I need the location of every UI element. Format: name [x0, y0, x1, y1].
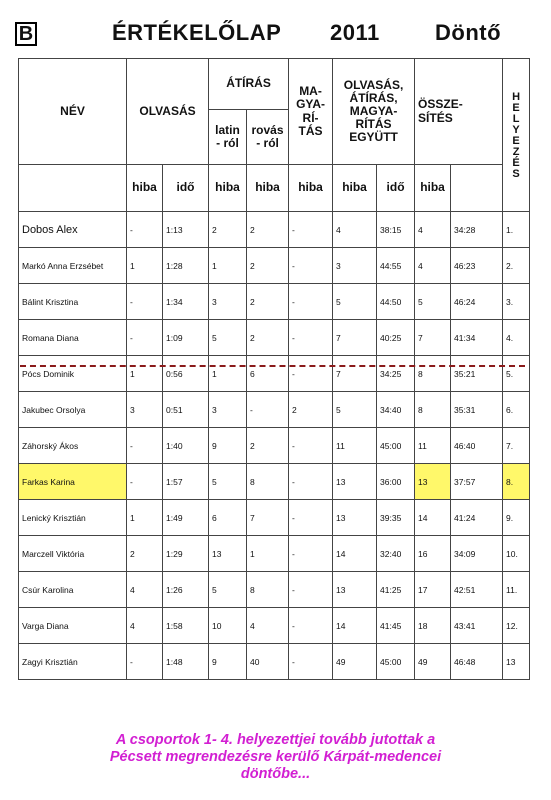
cell-s-err: 18	[415, 608, 451, 644]
cell-r-time: 0:51	[163, 392, 209, 428]
cell-r-err: -	[127, 644, 163, 680]
cell-rovas: 2	[247, 320, 289, 356]
cell-name: Romana Diana	[19, 320, 127, 356]
cell-r-err: 1	[127, 500, 163, 536]
cell-c-err: 13	[333, 572, 377, 608]
cell-c-time: 39:35	[377, 500, 415, 536]
cell-c-err: 14	[333, 536, 377, 572]
cell-c-err: 5	[333, 392, 377, 428]
cell-r-time: 1:09	[163, 320, 209, 356]
cell-rovas: -	[247, 392, 289, 428]
header-rovas-error: hiba	[247, 165, 289, 212]
cell-name: Farkas Karina	[19, 464, 127, 500]
cell-c-err: 4	[333, 212, 377, 248]
cell-s-time: 34:28	[451, 212, 503, 248]
cell-rank: 8.	[503, 464, 530, 500]
cell-s-err: 7	[415, 320, 451, 356]
table-row	[19, 644, 530, 680]
cell-s-err: 17	[415, 572, 451, 608]
cell-rank: 3.	[503, 284, 530, 320]
cell-latin: 13	[209, 536, 247, 572]
header-rovas: rovás - ról	[247, 110, 289, 165]
cell-magy: -	[289, 320, 333, 356]
cell-magy: -	[289, 572, 333, 608]
cell-rank: 4.	[503, 320, 530, 356]
cell-c-time: 44:55	[377, 248, 415, 284]
cell-rovas: 2	[247, 428, 289, 464]
cell-name: Dobos Alex	[19, 212, 127, 248]
cell-rank: 1.	[503, 212, 530, 248]
cell-rank: 6.	[503, 392, 530, 428]
header-explanation: MA- GYA- RÍ- TÁS	[289, 59, 333, 165]
cell-r-time: 1:28	[163, 248, 209, 284]
cell-rank: 9.	[503, 500, 530, 536]
table-row	[19, 536, 530, 572]
cell-name: Lenický Krisztián	[19, 500, 127, 536]
cell-c-err: 7	[333, 320, 377, 356]
table-row	[19, 608, 530, 644]
cell-r-time: 1:13	[163, 212, 209, 248]
header-combined-error: hiba	[333, 165, 377, 212]
cell-rovas: 7	[247, 500, 289, 536]
cell-rovas: 2	[247, 212, 289, 248]
header-combined-time: idő	[377, 165, 415, 212]
table-row	[19, 392, 530, 428]
header-reading-time: idő	[163, 165, 209, 212]
table-row	[19, 428, 530, 464]
cell-magy: 2	[289, 392, 333, 428]
cell-name: Záhorský Ákos	[19, 428, 127, 464]
cell-name: Pócs Dominik	[19, 356, 127, 392]
footer-line-2: Pécsett megrendezésre kerülő Kárpát-medencei	[109, 749, 442, 765]
cell-r-err: -	[127, 464, 163, 500]
cell-c-time: 36:00	[377, 464, 415, 500]
cell-s-err: 5	[415, 284, 451, 320]
cell-latin: 9	[209, 644, 247, 680]
cell-name: Markó Anna Erzsébet	[19, 248, 127, 284]
cell-c-err: 13	[333, 464, 377, 500]
header-reading: OLVASÁS	[127, 59, 209, 165]
cell-latin: 3	[209, 392, 247, 428]
header-combined: OLVASÁS, ÁTÍRÁS, MAGYA- RÍTÁS EGYÜTT	[333, 59, 415, 165]
cell-s-time: 34:09	[451, 536, 503, 572]
cell-latin: 9	[209, 428, 247, 464]
cell-magy: -	[289, 536, 333, 572]
cell-rovas: 40	[247, 644, 289, 680]
cell-r-time: 1:40	[163, 428, 209, 464]
cell-c-time: 44:50	[377, 284, 415, 320]
cell-r-time: 1:34	[163, 284, 209, 320]
cell-r-err: -	[127, 428, 163, 464]
cell-c-time: 34:40	[377, 392, 415, 428]
cell-r-time: 0:56	[163, 356, 209, 392]
cell-c-time: 41:25	[377, 572, 415, 608]
cell-c-time: 38:15	[377, 212, 415, 248]
cell-s-time: 41:34	[451, 320, 503, 356]
cell-rank: 7.	[503, 428, 530, 464]
table-row	[19, 572, 530, 608]
cell-r-time: 1:48	[163, 644, 209, 680]
score-table	[18, 58, 530, 680]
table-row	[19, 464, 530, 500]
cell-r-err: 3	[127, 392, 163, 428]
cell-r-time: 1:49	[163, 500, 209, 536]
table-row	[19, 356, 530, 392]
cell-r-time: 1:29	[163, 536, 209, 572]
cell-rank: 10.	[503, 536, 530, 572]
cell-c-time: 45:00	[377, 428, 415, 464]
qualification-separator	[20, 365, 525, 367]
table-row	[19, 320, 530, 356]
cell-magy: -	[289, 212, 333, 248]
cell-s-err: 4	[415, 248, 451, 284]
cell-c-err: 13	[333, 500, 377, 536]
cell-rank: 11.	[503, 572, 530, 608]
table-body	[19, 212, 530, 680]
cell-rank: 5.	[503, 356, 530, 392]
cell-r-err: 2	[127, 536, 163, 572]
cell-r-err: 4	[127, 608, 163, 644]
header-name: NÉV	[19, 59, 127, 165]
cell-latin: 5	[209, 572, 247, 608]
cell-s-err: 8	[415, 392, 451, 428]
header-summary-error: hiba	[415, 165, 451, 212]
cell-s-time: 46:48	[451, 644, 503, 680]
cell-name: Marczell Viktória	[19, 536, 127, 572]
cell-r-err: 4	[127, 572, 163, 608]
cell-s-time: 46:24	[451, 284, 503, 320]
cell-s-err: 49	[415, 644, 451, 680]
cell-c-err: 3	[333, 248, 377, 284]
header-explanation-error: hiba	[289, 165, 333, 212]
cell-rovas: 2	[247, 284, 289, 320]
cell-latin: 1	[209, 248, 247, 284]
cell-rank: 13	[503, 644, 530, 680]
cell-c-err: 5	[333, 284, 377, 320]
cell-r-err: 1	[127, 248, 163, 284]
table-row	[19, 284, 530, 320]
cell-rovas: 8	[247, 572, 289, 608]
footer-line-1: A csoportok 1- 4. helyezettjei tovább jutottak a	[115, 732, 436, 748]
cell-name: Zagyi Krisztián	[19, 644, 127, 680]
cell-latin: 1	[209, 356, 247, 392]
cell-r-err: -	[127, 284, 163, 320]
cell-s-time: 42:51	[451, 572, 503, 608]
header-transcription: ÁTÍRÁS	[209, 59, 289, 110]
cell-r-err: -	[127, 212, 163, 248]
cell-c-err: 49	[333, 644, 377, 680]
table-row	[19, 500, 530, 536]
sheet-title: ÉRTÉKELŐLAP	[112, 20, 282, 45]
cell-s-time: 43:41	[451, 608, 503, 644]
cell-latin: 5	[209, 320, 247, 356]
group-label: B	[15, 22, 37, 46]
cell-s-err: 4	[415, 212, 451, 248]
cell-c-err: 14	[333, 608, 377, 644]
cell-c-time: 41:45	[377, 608, 415, 644]
cell-magy: -	[289, 500, 333, 536]
cell-magy: -	[289, 248, 333, 284]
cell-latin: 5	[209, 464, 247, 500]
cell-rovas: 4	[247, 608, 289, 644]
year: 2011	[330, 20, 380, 45]
cell-c-err: 7	[333, 356, 377, 392]
footer-line-3: döntőbe...	[240, 766, 311, 782]
cell-s-err: 16	[415, 536, 451, 572]
cell-magy: -	[289, 608, 333, 644]
cell-rovas: 8	[247, 464, 289, 500]
cell-magy: -	[289, 356, 333, 392]
cell-name: Bálint Krisztina	[19, 284, 127, 320]
cell-name: Varga Diana	[19, 608, 127, 644]
cell-c-time: 45:00	[377, 644, 415, 680]
cell-c-time: 34:25	[377, 356, 415, 392]
cell-r-err: 1	[127, 356, 163, 392]
cell-s-time: 37:57	[451, 464, 503, 500]
cell-c-time: 40:25	[377, 320, 415, 356]
cell-s-time: 46:40	[451, 428, 503, 464]
cell-magy: -	[289, 464, 333, 500]
cell-magy: -	[289, 428, 333, 464]
cell-s-err: 14	[415, 500, 451, 536]
cell-latin: 10	[209, 608, 247, 644]
cell-rovas: 1	[247, 536, 289, 572]
cell-s-time: 46:23	[451, 248, 503, 284]
cell-rovas: 2	[247, 248, 289, 284]
cell-s-err: 13	[415, 464, 451, 500]
cell-rovas: 6	[247, 356, 289, 392]
cell-rank: 12.	[503, 608, 530, 644]
cell-r-time: 1:57	[163, 464, 209, 500]
table-row	[19, 248, 530, 284]
cell-c-time: 32:40	[377, 536, 415, 572]
cell-s-time: 35:21	[451, 356, 503, 392]
cell-r-time: 1:26	[163, 572, 209, 608]
stage: Döntő	[435, 20, 502, 45]
cell-rank: 2.	[503, 248, 530, 284]
cell-latin: 2	[209, 212, 247, 248]
header-rank: HELYEZÉS	[503, 59, 530, 212]
header-summary: ÖSSZE- SÍTÉS	[415, 59, 503, 165]
header-latin-error: hiba	[209, 165, 247, 212]
cell-latin: 3	[209, 284, 247, 320]
cell-name: Jakubec Orsolya	[19, 392, 127, 428]
cell-s-err: 8	[415, 356, 451, 392]
table-row	[19, 212, 530, 248]
cell-latin: 6	[209, 500, 247, 536]
cell-magy: -	[289, 644, 333, 680]
cell-s-time: 41:24	[451, 500, 503, 536]
cell-s-time: 35:31	[451, 392, 503, 428]
cell-s-err: 11	[415, 428, 451, 464]
header-latin: latin - ról	[209, 110, 247, 165]
cell-name: Csúr Karolina	[19, 572, 127, 608]
cell-magy: -	[289, 284, 333, 320]
header-reading-error: hiba	[127, 165, 163, 212]
cell-r-err: -	[127, 320, 163, 356]
cell-r-time: 1:58	[163, 608, 209, 644]
cell-c-err: 11	[333, 428, 377, 464]
